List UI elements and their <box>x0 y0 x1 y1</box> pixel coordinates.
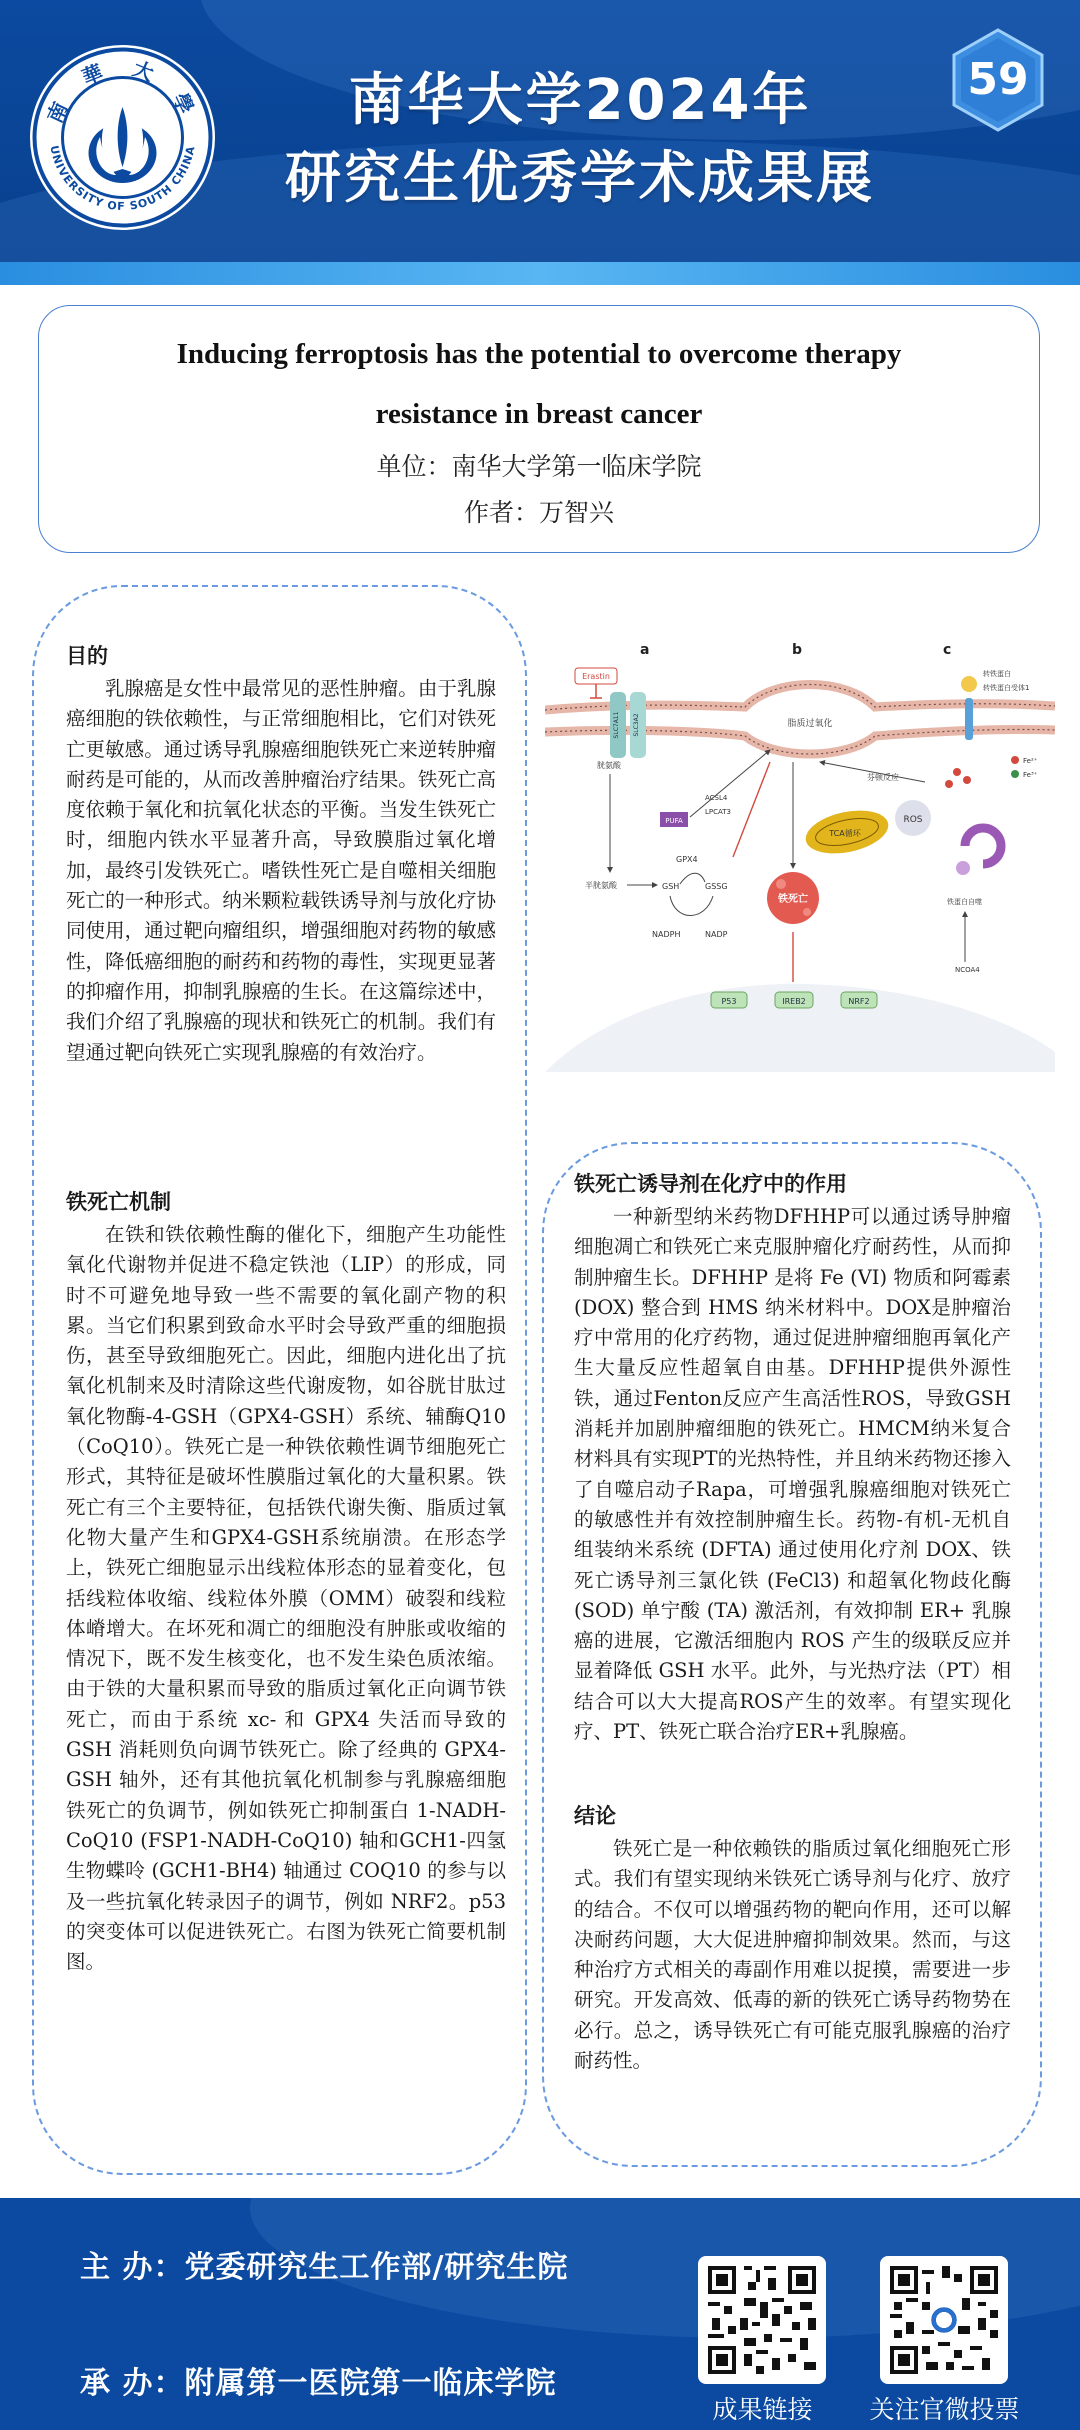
university-logo-icon <box>30 45 215 230</box>
fe2-label: Fe²⁺ <box>1023 757 1038 765</box>
p53-label: P53 <box>721 997 737 1006</box>
erastin-label: Erastin <box>582 672 610 681</box>
nadp-label: NADP <box>705 930 728 939</box>
panel-label-a: a <box>640 642 650 658</box>
poster-number: 59 <box>967 54 1029 105</box>
ferroptosis-mechanism-figure <box>545 632 1055 1072</box>
aim-heading: 目的 <box>66 644 108 668</box>
panel-label-b: b <box>792 642 803 658</box>
mechanism-section <box>66 1186 506 1977</box>
fe3-label: Fe³⁺ <box>1023 771 1038 779</box>
panel-label-c: c <box>943 642 952 658</box>
svg-text:UNIVERSITY OF SOUTH CHINA: UNIVERSITY OF SOUTH CHINA <box>47 144 198 214</box>
exhibition-title <box>230 62 930 218</box>
paper-title <box>39 306 1039 444</box>
conclusion-body: 铁死亡是一种依赖铁的脂质过氧化细胞死亡形式。我们有望实现纳米铁死亡诱导剂与化疗、放疗的结合。不仅可以增强药物的靶向作用，还可以解决耐药问题，大大促进肿瘤抑制效果。然而，与这种治疗方式相关的毒副作用难以捉摸，需要进一步研究。开发高效、低毒的新的铁死亡诱导药物势在必行。总之，诱导铁死亡有可能克服乳腺癌的治疗耐药性。 <box>574 1837 1011 2073</box>
wechat-vote-label: 关注官微投票 <box>869 2395 1020 2424</box>
title-line-2: 研究生优秀学术成果展 <box>285 146 875 211</box>
aim-section <box>66 640 496 1068</box>
ireb2-label: IREB2 <box>782 997 806 1006</box>
poster-number-badge <box>950 28 1046 132</box>
nadph-label: NADPH <box>652 930 681 939</box>
tca-label: TCA循环 <box>829 829 861 838</box>
ros-label: ROS <box>903 815 923 825</box>
results-link-qr-code[interactable] <box>698 2256 826 2384</box>
slc7a11-label: SLC7A11 <box>613 711 620 739</box>
footer-banner <box>0 2198 1080 2430</box>
ferroptosis-label: 铁死亡 <box>778 894 808 905</box>
svg-text:南 華 大 學: 南 華 大 學 <box>42 56 203 127</box>
acsl4-label: ACSL4 <box>705 794 728 802</box>
lpcat3-label: LPCAT3 <box>705 808 731 816</box>
header-stripe <box>0 262 1080 285</box>
gssg-label: GSSG <box>705 882 728 891</box>
ferritinophagy-label: 铁蛋白自噬 <box>947 898 982 906</box>
fenton-label: 芬顿反应 <box>867 773 899 782</box>
wechat-vote-qr-code[interactable] <box>880 2256 1008 2384</box>
transferrin-label: 转铁蛋白 <box>983 670 1011 678</box>
chemotherapy-section <box>574 1168 1011 1747</box>
results-link-label: 成果链接 <box>712 2395 813 2424</box>
ncoa4-label: NCOA4 <box>955 966 980 974</box>
paper-title-line-2: resistance in breast cancer <box>375 398 703 430</box>
conclusion-heading: 结论 <box>574 1804 616 1828</box>
co-host-organization: 承 办：附属第一医院第一临床学院 <box>80 2366 557 2401</box>
gpx4-label: GPX4 <box>676 855 698 864</box>
paper-title-card <box>38 305 1040 553</box>
header-banner <box>0 0 1080 285</box>
lipid-peroxidation-label: 脂质过氧化 <box>787 719 833 729</box>
mechanism-heading: 铁死亡机制 <box>66 1190 171 1214</box>
nrf2-label: NRF2 <box>848 997 870 1006</box>
paper-author: 作者：万智兴 <box>463 498 614 527</box>
tfr1-label: 转铁蛋白受体1 <box>983 684 1030 692</box>
chemotherapy-heading: 铁死亡诱导剂在化疗中的作用 <box>574 1172 847 1196</box>
aim-body: 乳腺癌是女性中最常见的恶性肿瘤。由于乳腺癌细胞的铁依赖性，与正常细胞相比，它们对铁死亡更敏感。通过诱导乳腺癌细胞铁死亡来逆转肿瘤耐药是可能的，从而改善肿瘤治疗结果。铁死亡高度依赖于氧化和抗氧化状态的平衡。当发生铁死亡时，细胞内铁水平显著升高，导致膜脂过氧化增加，最终引发铁死亡。嗜铁性死亡是自噬相关细胞死亡的一种形式。纳米颗粒载铁诱导剂与放化疗协同使用，通过靶向瘤组织，增强细胞对药物的敏感性，降低癌细胞的耐药和药物的毒性，实现更显著的抑瘤作用，抑制乳腺癌的生长。在这篇综述中，我们介绍了乳腺癌的现状和铁死亡的机制。我们有望通过靶向铁死亡实现乳腺癌的有效治疗。 <box>66 677 496 1064</box>
gsh-label: GSH <box>662 882 680 891</box>
title-line-1: 南华大学2024年 <box>348 68 812 133</box>
mechanism-body: 在铁和铁依赖性酶的催化下，细胞产生功能性氧化代谢物并促进不稳定铁池（LIP）的形成，同时不可避免地导致一些不需要的氧化副产物的积累。当它们积累到致命水平时会导致严重的细胞损伤，甚至导致细胞死亡。因此，细胞内进化出了抗氧化机制来及时清除这些代谢废物，如谷胱甘肽过氧化物酶-4-GSH（GPX4-GSH）系统、辅酶Q10（CoQ10）。铁死亡是一种铁依赖性调节细胞死亡形式，其特征是破坏性膜脂过氧化的大量积累。铁死亡有三个主要特征，包括铁代谢失衡、脂质过氧化物大量产生和GPX4-GSH系统崩溃。在形态学上，铁死亡细胞显示出线粒体形态的显着变化，包括线粒体收缩、线粒体外膜（OMM）破裂和线粒体嵴增大。在坏死和凋亡的细胞没有肿胀或收缩的情况下，既不发生核变化，也不发生染色质浓缩。由于铁的大量积累而导致的脂质过氧化正向调节铁死亡，而由于系统 xc- 和 GPX4 失活而导致的 GSH 消耗则负向调节铁死亡。除了经典的 GPX4-GSH 轴外，还有其他抗氧化机制参与乳腺癌细胞铁死亡的负调节，例如铁死亡抑制蛋白 1-NADH-CoQ10 (FSP1-NADH-CoQ10) 轴和GCH1-四氢生物蝶呤 (GCH1-BH4) 轴通过 COQ10 的参与以及一些抗氧化转录因子的调节，例如 NRF2。p53 的突变体可以促进铁死亡。右图为铁死亡简要机制图。 <box>66 1223 506 1974</box>
conclusion-section <box>574 1800 1011 2076</box>
cysteine-label: 半胱氨酸 <box>585 881 617 890</box>
chemotherapy-body: 一种新型纳米药物DFHHP可以通过诱导肿瘤细胞凋亡和铁死亡来克服肿瘤化疗耐药性，从而抑制肿瘤生长。DFHHP 是将 Fe (VI) 物质和阿霉素 (DOX) 整合到 HMS 纳米材料中。DOX是肿瘤治疗中常用的化疗药物，通过促进肿瘤细胞再氧化产生大量反应性超氧自由基。DFHHP提供外源性铁，通过Fenton反应产生高活性ROS，导致GSH消耗并加剧肿瘤细胞的铁死亡。HMCM纳米复合材料具有实现PT的光热特性，并且纳米药物还掺入了自噬启动子Rapa，可增强乳腺癌细胞对铁死亡的敏感性并有效控制肿瘤生长。药物-有机-无机自组装纳米系统 (DFTA) 通过使用化疗剂 DOX、铁死亡诱导剂三氯化铁 (FeCl3) 和超氧化物歧化酶 (SOD) 单宁酸 (TA) 激活剂，有效抑制 ER+ 乳腺癌的进展，它激活细胞内 ROS 产生的级联反应并显着降低 GSH 水平。此外，与光热疗法（PT）相结合可以大大提高ROS产生的效率。有望实现化疗、PT、铁死亡联合治疗ER+乳腺癌。 <box>574 1205 1011 1744</box>
paper-unit: 单位：南华大学第一临床学院 <box>376 452 702 481</box>
pufa-label: PUFA <box>665 817 683 825</box>
host-organization: 主 办：党委研究生工作部/研究生院 <box>80 2250 569 2285</box>
slc3a2-label: SLC3A2 <box>633 713 640 737</box>
cystine-label: 胱氨酸 <box>597 761 621 770</box>
paper-title-line-1: Inducing ferroptosis has the potential to overcome therapy <box>176 338 902 370</box>
